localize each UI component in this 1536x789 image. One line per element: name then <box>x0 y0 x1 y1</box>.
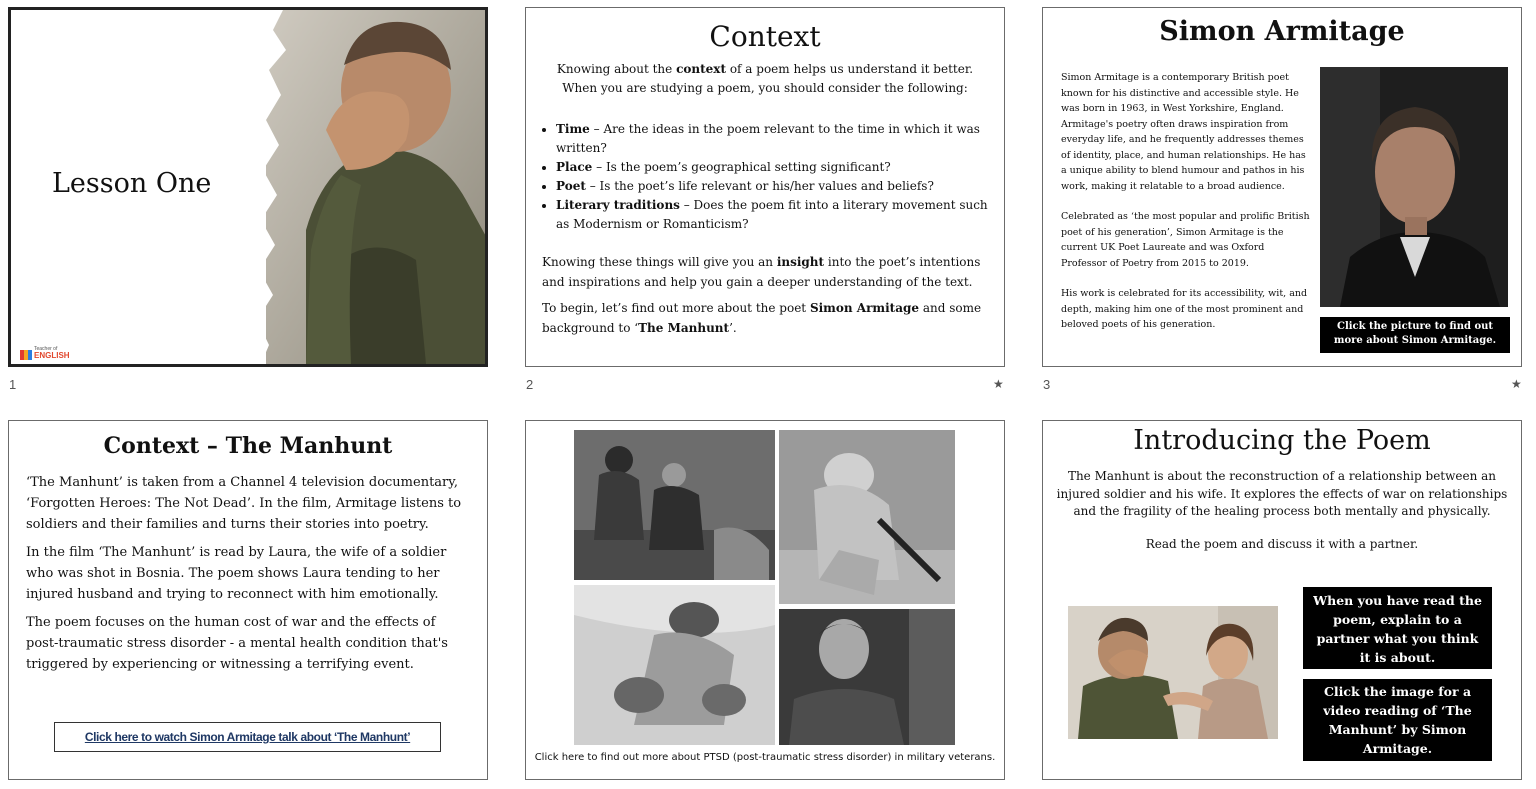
video-reading-prompt-box[interactable]: Click the image for a video reading of ‘The Manhunt’ by Simon Armitage. <box>1303 679 1492 761</box>
manhunt-paragraph-3: The poem focuses on the human cost of war and the effects of post-traumatic stress disorder - a mental health condition that's triggered by experiencing or witnessing a terrifying event. <box>26 615 448 672</box>
slide-thumbnail-5[interactable] <box>525 420 1005 780</box>
bio-paragraph-3: His work is celebrated for its accessibility, wit, and depth, making him one of the most prominent and beloved poets of his generation. <box>1061 288 1308 330</box>
slide-6-intro: The Manhunt is about the reconstruction of a relationship between an injured soldier and his wife. It explores the effects of war on relationships and the fragility of the healing process both mentally and physically. <box>1056 469 1508 518</box>
bullet-literary-traditions <box>556 196 990 234</box>
slide-2-title: Context <box>709 20 821 53</box>
bullet-poet <box>556 177 990 196</box>
teacher-of-english-logo <box>20 346 80 362</box>
slide-3-title: Simon Armitage <box>1159 16 1405 47</box>
discuss-prompt-box: When you have read the poem, explain to a partner what you think it is about. <box>1303 587 1492 669</box>
para1-bold: insight <box>776 255 825 269</box>
soldier-head-in-hand-photo <box>266 10 488 364</box>
slide-2-intro <box>540 60 990 98</box>
slide-2-paragraph-2 <box>542 298 990 338</box>
logo-top-text: Teacher of <box>34 346 58 352</box>
slide-2-star-icon: ★ <box>993 377 1004 391</box>
slide-thumbnail-2[interactable] <box>525 7 1005 367</box>
simon-armitage-portrait[interactable] <box>1320 67 1508 307</box>
slide-thumbnail-4[interactable] <box>8 420 488 780</box>
intro-text-2: When you are studying a poem, you should consider the following: <box>562 81 968 95</box>
slide-number-2: 2 <box>526 377 534 392</box>
ptsd-photo-3 <box>574 585 775 745</box>
bullet-term: Place <box>556 160 593 174</box>
para2-bold-2: The Manhunt <box>638 321 730 335</box>
slide-6-title: Introducing the Poem <box>1133 425 1431 456</box>
manhunt-paragraph-2: In the film ‘The Manhunt’ is read by Laura, the wife of a soldier who was shot in Bosnia. The poem shows Laura tending to her injured husband and trying to reconnect with him emotionally. <box>26 545 447 602</box>
armitage-info-caption[interactable]: Click the picture to find out more about Simon Armitage. <box>1320 317 1510 353</box>
bullet-term: Poet <box>556 179 586 193</box>
context-bullet-list <box>538 120 990 234</box>
slide-number-1: 1 <box>9 377 17 392</box>
torn-edge-decoration <box>251 10 291 364</box>
bullet-text: – Does the poem fit into a literary movement such as Modernism or Romanticism? <box>556 198 988 231</box>
slide-6-instruction: Read the poem and discuss it with a partner. <box>1145 537 1419 551</box>
ptsd-photo-1 <box>574 430 775 580</box>
watch-armitage-video-link[interactable]: Click here to watch Simon Armitage talk about ‘The Manhunt’ <box>54 722 441 752</box>
manhunt-paragraph-1: ‘The Manhunt’ is taken from a Channel 4 television documentary, ‘Forgotten Heroes: The Not Dead’. In the film, Armitage listens to soldiers and their families and turns their stories into poetry. <box>26 475 462 532</box>
slide-2-paragraph-1 <box>542 252 990 292</box>
bullet-text: – Is the poem’s geographical setting significant? <box>592 160 891 174</box>
slide-4-body <box>26 472 465 675</box>
para2-a: To begin, let’s find out more about the poet <box>542 301 810 315</box>
bullet-term: Time <box>556 122 590 136</box>
bio-paragraph-2: Celebrated as ‘the most popular and prolific British poet of his generation’, Simon Armitage is the current UK Poet Laureate and was Oxford Professor of Poetry from 2015 to 2019. <box>1061 211 1310 269</box>
slide-4-title: Context – The Manhunt <box>103 433 393 459</box>
bullet-place <box>556 158 990 177</box>
bullet-text: – Are the ideas in the poem relevant to the time in which it was written? <box>556 122 980 155</box>
bullet-term: Literary traditions <box>556 198 680 212</box>
para2-bold: Simon Armitage <box>809 301 919 315</box>
slide-thumbnail-3[interactable] <box>1042 7 1522 367</box>
para1-a: Knowing these things will give you an <box>542 255 777 269</box>
slide-3-star-icon: ★ <box>1511 377 1522 391</box>
intro-text-b: of a poem helps us understand it better. <box>726 62 974 76</box>
para1-b: into the poet’s intentions and inspirations and help you gain a deeper understanding of the text. <box>542 255 981 289</box>
slide-number-3: 3 <box>1043 377 1051 392</box>
intro-text-a: Knowing about the <box>556 62 677 76</box>
para2-b: and some background to ‘ <box>542 301 982 335</box>
soldier-and-wife-video-image[interactable] <box>1068 606 1278 739</box>
logo-bottom-text: ENGLISH <box>34 351 70 360</box>
bullet-time <box>556 120 990 158</box>
slide-1-title: Lesson One <box>52 168 212 199</box>
slide-thumbnail-6[interactable] <box>1042 420 1522 780</box>
ptsd-info-link[interactable]: Click here to find out more about PTSD (post-traumatic stress disorder) in military veterans. <box>534 752 996 763</box>
intro-text-bold: context <box>676 62 726 76</box>
slide-3-bio <box>1061 70 1311 333</box>
ptsd-photo-4 <box>779 609 955 745</box>
bio-paragraph-1: Simon Armitage is a contemporary British poet known for his distinctive and accessible style. He was born in 1963, in West Yorkshire, England. Armitage's poetry often draws inspiration from everyday life, and he frequently addresses themes of identity, place, and human relationships. He has a unique ability to blend humour and pathos in his work, making it relatable to a broad audience. <box>1061 72 1306 192</box>
slide-thumbnail-1[interactable] <box>8 7 488 367</box>
para2-c: ’. <box>729 321 737 335</box>
ptsd-photo-2 <box>779 430 955 604</box>
bullet-text: – Is the poet’s life relevant or his/her values and beliefs? <box>585 179 934 193</box>
